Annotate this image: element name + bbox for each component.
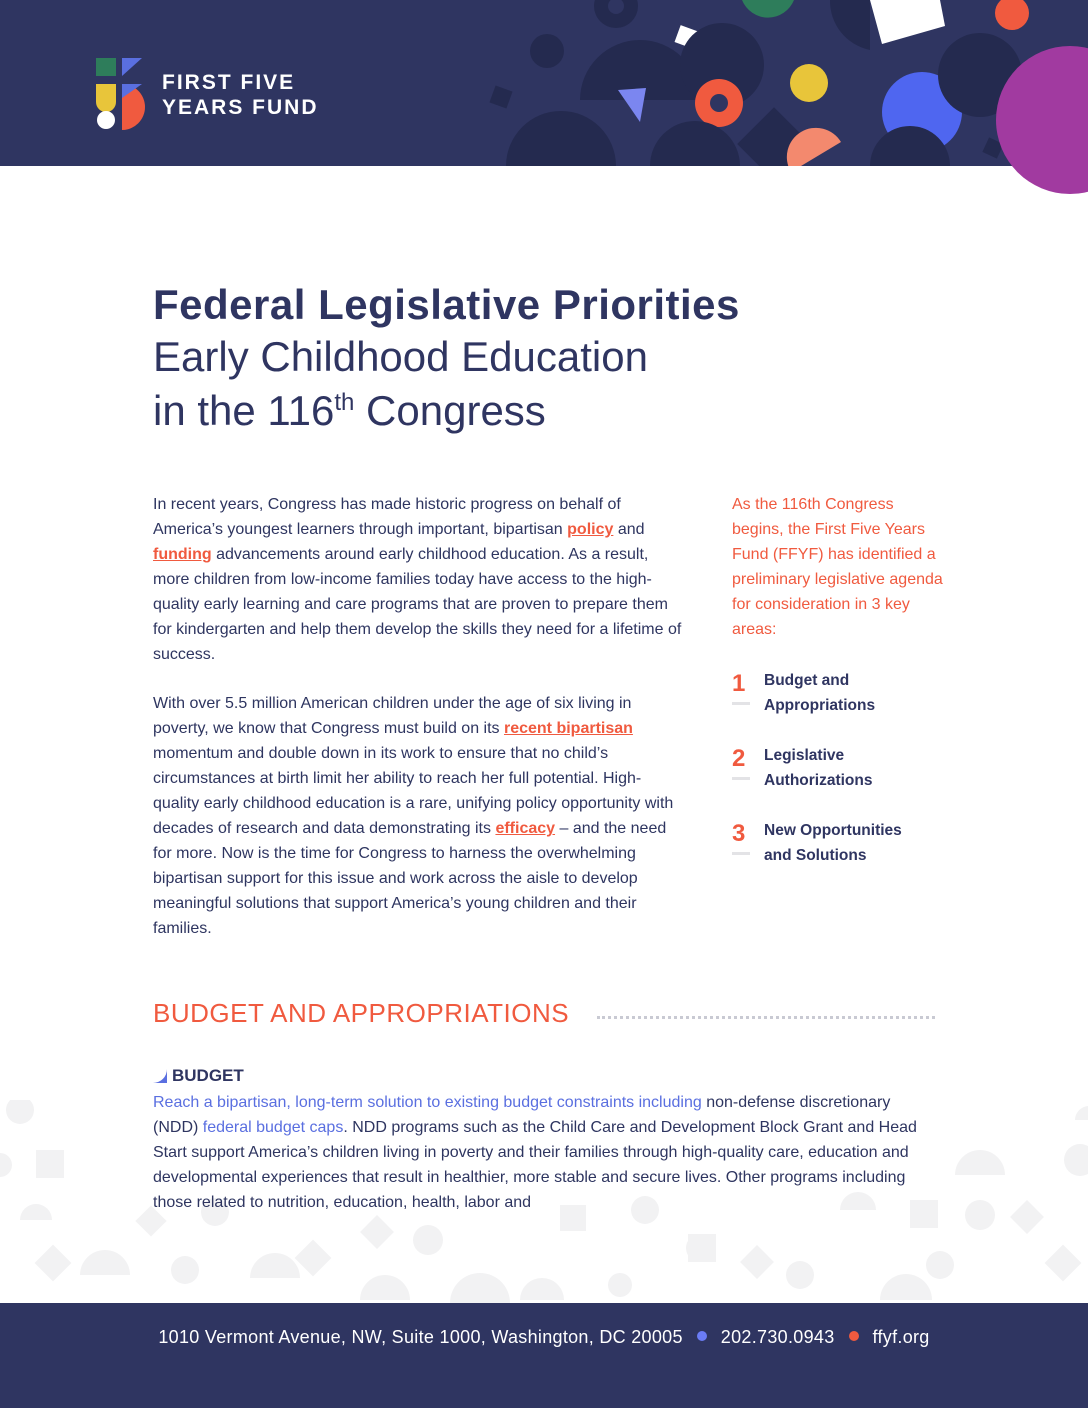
- page-subtitle-line-2: [153, 384, 913, 438]
- efficacy-link[interactable]: efficacy: [495, 820, 556, 837]
- key-area-label: [764, 818, 944, 868]
- footer-website-link[interactable]: ffyf.org: [872, 1327, 930, 1347]
- funding-link[interactable]: funding: [153, 546, 212, 563]
- key-areas-sidebar: [732, 492, 947, 864]
- footer-contact-line: [0, 1327, 1088, 1348]
- subtitle-prefix: in the 116: [153, 387, 335, 434]
- section-title: BUDGET AND APPROPRIATIONS: [153, 998, 570, 1028]
- budget-paragraph: [153, 1090, 933, 1215]
- subtitle-suffix: Congress: [354, 387, 546, 434]
- quarter-circle-icon: [153, 1069, 167, 1083]
- title-block: [153, 280, 913, 438]
- subtitle-superscript: th: [334, 389, 355, 416]
- budget-text-a: non-defense discretionary (NDD): [153, 1094, 891, 1136]
- key-area-line-1: Legislative: [764, 747, 845, 764]
- page-subtitle-line-1: Early Childhood Education: [153, 333, 648, 380]
- budget-title: BUDGET: [172, 1066, 244, 1085]
- intro-p2-text-b: momentum and double down in its work to ensure that no child’s circumstances at birth limit her ability to reach her full potential. High-quality early childhood education is a rare, unifying policy opportunity with decades of research and data demonstrating its: [153, 745, 674, 837]
- intro-paragraph-1: [153, 492, 683, 667]
- intro-body: [153, 492, 683, 965]
- key-area-number: 3: [732, 820, 750, 848]
- key-area-line-2: and Solutions: [764, 847, 867, 864]
- key-area-line-1: Budget and: [764, 672, 850, 689]
- footer: [0, 1303, 1088, 1408]
- logo-line-2: YEARS FUND: [162, 96, 319, 119]
- budget-solution-link[interactable]: Reach a bipartisan, long-term solution to existing budget constraints including: [153, 1094, 702, 1111]
- intro-p1-text-c: advancements around early childhood education. As a result, more children from low-income families today have access to the high-quality early learning and care programs that are proven to prepare them for kindergarten and help them develop the skills they need for a lifetime of success.: [153, 546, 682, 663]
- header-banner: [0, 0, 1088, 166]
- key-area-line-1: New Opportunities: [764, 822, 902, 839]
- blue-dot-separator: [697, 1331, 707, 1341]
- recent-bipartisan-link[interactable]: recent bipartisan: [503, 720, 633, 737]
- page-title: Federal Legislative Priorities: [153, 281, 740, 328]
- intro-paragraph-2: [153, 691, 683, 941]
- intro-p2-text-a: With over 5.5 million American children under the age of six living in poverty, we know that Congress must build on its: [153, 695, 632, 737]
- budget-text-b: . NDD programs such as the Child Care and Development Block Grant and Head Start support America’s children living in poverty and their families through high-quality care, education and developmental experiences that result in healthier, more stable and secure lives. Other programs including those related to nutrition, education, health, labor and: [153, 1119, 917, 1211]
- federal-budget-caps-link[interactable]: federal budget caps: [202, 1119, 344, 1136]
- intro-p1-text-a: In recent years, Congress has made historic progress on behalf of America’s youngest learners through important, bipartisan: [153, 496, 621, 538]
- key-area-label: [764, 668, 944, 718]
- key-area-number: 2: [732, 745, 750, 773]
- policy-link[interactable]: policy: [567, 521, 614, 538]
- key-area-number: 1: [732, 670, 750, 698]
- key-area-label: [764, 743, 944, 793]
- coral-dot-separator: [849, 1331, 859, 1341]
- sidebar-intro: As the 116th Congress begins, the First Five Years Fund (FFYF) has identified a preliminary legislative agenda for consideration in 3 key areas:: [732, 496, 943, 638]
- header-decorative-shapes: [0, 0, 1088, 166]
- footer-phone[interactable]: 202.730.0943: [720, 1327, 835, 1347]
- footer-address: 1010 Vermont Avenue, NW, Suite 1000, Washington, DC 20005: [158, 1327, 683, 1347]
- section-heading: [153, 998, 943, 1034]
- key-area-line-2: Authorizations: [764, 772, 873, 789]
- key-area-line-2: Appropriations: [764, 697, 876, 714]
- intro-p2-text-c: – and the need for more. Now is the time for Congress to harness the overwhelming bipartisan support for this issue and work across the aisle to develop meaningful solutions that support America’s young children and their families.: [153, 820, 667, 937]
- logo-line-1: FIRST FIVE: [162, 71, 296, 94]
- intro-p1-text-b: and: [613, 521, 645, 538]
- dotted-divider: [597, 1016, 935, 1019]
